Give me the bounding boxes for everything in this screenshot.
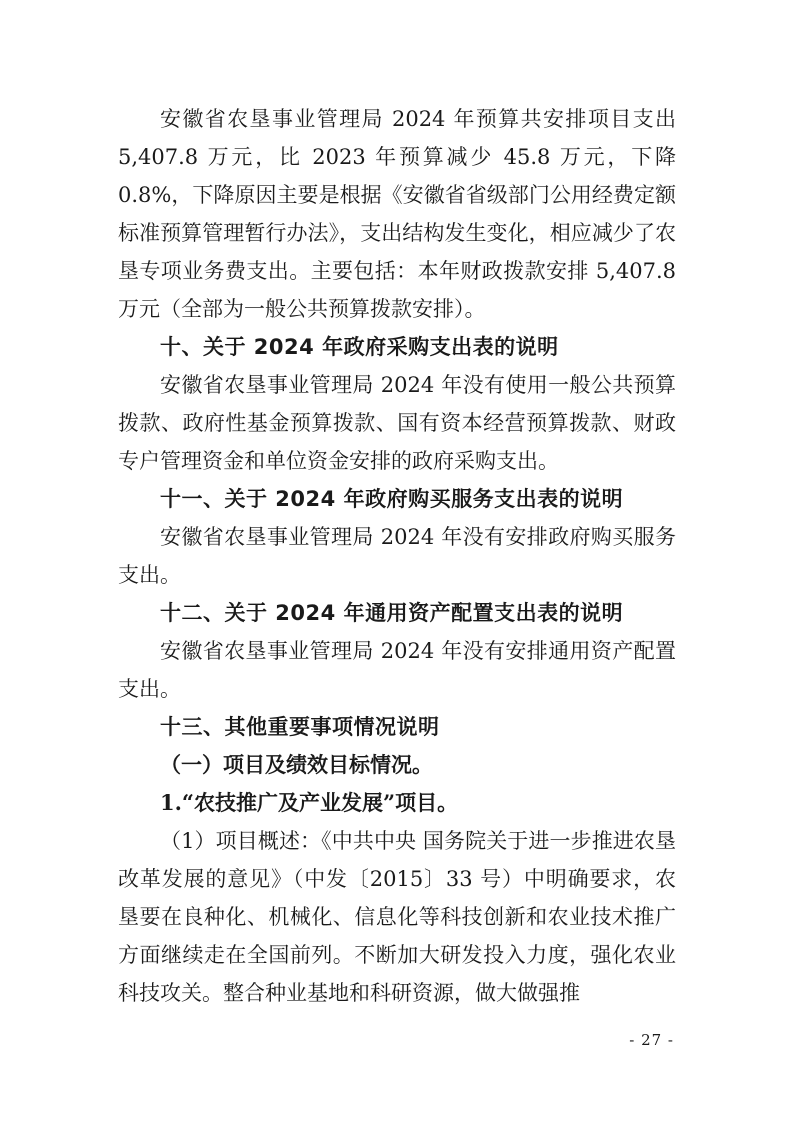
paragraph-purchased-services-statement: 安徽省农垦事业管理局 2024 年没有安排政府购买服务支出。 <box>118 525 676 587</box>
section-heading-11-purchased-services: 十一、关于 2024 年政府购买服务支出表的说明 <box>160 487 624 511</box>
subsection-heading-project-performance-goals: （一）项目及绩效目标情况。 <box>160 752 433 777</box>
document-body <box>118 100 676 1012</box>
page-number: - 27 - <box>629 1031 674 1049</box>
section-heading-12-general-asset-allocation: 十二、关于 2024 年通用资产配置支出表的说明 <box>160 601 624 625</box>
paragraph-asset-allocation-statement: 安徽省农垦事业管理局 2024 年没有安排通用资产配置支出。 <box>118 639 676 701</box>
section-heading-13-other-important-matters: 十三、其他重要事项情况说明 <box>160 715 440 739</box>
paragraph-budget-project-expenditure: 安徽省农垦事业管理局 2024 年预算共安排项目支出 5,407.8 万元，比 2023 年预算减少 45.8 万元，下降 0.8%，下降原因主要是根据《安徽省省级部门公用经费定额标准预算管理暂行办法》，支出结构发生变化，相应减少了农垦专项业务费支出。主要包括：本年财政拨款安排 5,407.8 万元（全部为一般公共预算拨款安排）。 <box>118 107 676 321</box>
paragraph-project-overview: （1）项目概述：《中共中央 国务院关于进一步推进农垦改革发展的意见》（中发〔2015〕33 号）中明确要求，农垦要在良种化、机械化、信息化等科技创新和农业技术推广方面继续走在全国前列。不断加大研发投入力度，强化农业科技攻关。整合种业基地和科研资源，做大做强推 <box>118 829 676 1005</box>
section-heading-10-government-procurement: 十、关于 2024 年政府采购支出表的说明 <box>160 335 559 359</box>
item-heading-agritech-promotion-project: 1.“农技推广及产业发展”项目。 <box>160 790 459 815</box>
paragraph-procurement-statement: 安徽省农垦事业管理局 2024 年没有使用一般公共预算拨款、政府性基金预算拨款、国有资本经营预算拨款、财政专户管理资金和单位资金安排的政府采购支出。 <box>118 373 676 473</box>
